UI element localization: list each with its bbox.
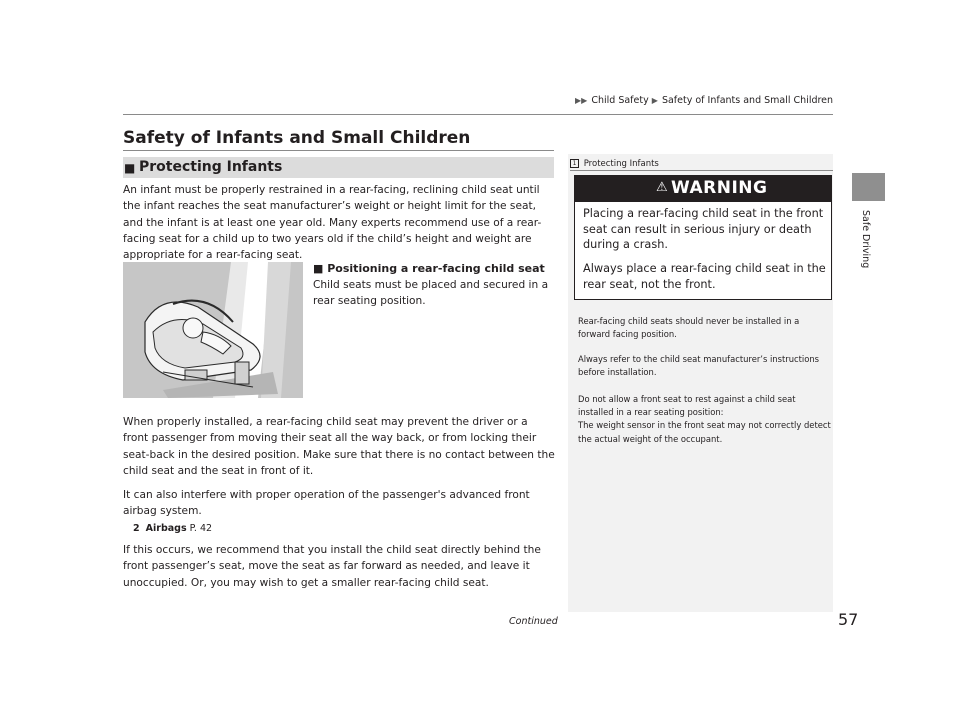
airbags-cross-reference-link[interactable] — [133, 523, 212, 534]
warning-text-front-seat: Placing a rear-facing child seat in the front seat can result in serious injury or death during a crash. — [583, 207, 824, 252]
rear-facing-child-seat-illustration — [123, 262, 303, 398]
continued-label: Continued — [509, 616, 558, 627]
xref-page: P. 42 — [189, 523, 213, 534]
sidebar-note-manufacturer: Always refer to the child seat manufacturer’s instructions before installation. — [578, 354, 820, 378]
paragraph-seat-interference: When properly installed, a rear-facing child seat may prevent the driver or a front passenger from moving their seat all the way back, or from locking their seat-back in the desired position. Make sure that there is no contact between the child seat and the seat in front of it. — [123, 416, 555, 477]
breadcrumb-level-1[interactable]: Child Safety — [591, 95, 649, 106]
sidebar-note-front-seat-line2: The weight sensor in the front seat may not correctly detect the actual weight of the occupant. — [578, 420, 831, 444]
header-divider — [123, 114, 833, 115]
section-header — [123, 157, 554, 178]
sidebar-title-text: Protecting Infants — [583, 159, 659, 169]
section-title: Protecting Infants — [139, 159, 283, 175]
subsection-marker-icon: ■ — [313, 262, 324, 275]
page-title: Safety of Infants and Small Children — [123, 128, 471, 148]
breadcrumb-level-2[interactable]: Safety of Infants and Small Children — [661, 95, 834, 106]
warning-header — [575, 176, 831, 202]
cross-reference-icon: 2 — [133, 523, 140, 534]
warning-text-rear-seat: Always place a rear-facing child seat in the rear seat, not the front. — [583, 262, 826, 291]
breadcrumb — [575, 95, 833, 106]
sidebar-reference-icon: 1 — [570, 159, 579, 168]
breadcrumb-arrow-icon: ▶▶ — [575, 96, 588, 105]
sidebar-note-forward-facing: Rear-facing child seats should never be installed in a forward facing position. — [578, 316, 800, 340]
warning-label: WARNING — [671, 178, 768, 198]
subsection-text: Child seats must be placed and secured in a rear seating position. — [313, 279, 549, 307]
warning-triangle-icon: ⚠ — [656, 180, 668, 195]
paragraph-recommendation: If this occurs, we recommend that you install the child seat directly behind the front passenger’s seat, move the seat as far forward as needed, and leave it unoccupied. Or, you may wish to get a smaller rear-facing child seat. — [123, 544, 541, 589]
xref-label: Airbags — [145, 523, 187, 534]
subsection-title: Positioning a rear-facing child seat — [327, 262, 545, 275]
sidebar-note-front-seat-line1: Do not allow a front seat to rest against a child seat installed in a rear seating position: — [578, 394, 796, 418]
paragraph-rear-facing-requirement: An infant must be properly restrained in a rear-facing, reclining child seat until the infant reaches the seat manufacturer’s weight or height limit for the seat, and the infant is at least one year old. Many experts recommend use of a rear-facing seat for a child up to two years old if the child’s height and weight are appropriate for a rear-facing seat. — [123, 184, 542, 262]
subsection-heading — [313, 262, 545, 275]
chapter-tab-marker — [852, 173, 885, 201]
sidebar-divider — [570, 170, 833, 171]
warning-box — [574, 175, 832, 300]
paragraph-airbag-interference: It can also interfere with proper operation of the passenger's advanced front airbag system. — [123, 489, 530, 518]
section-marker-icon: ■ — [124, 161, 136, 175]
child-seat-drawing — [123, 262, 303, 398]
page-number: 57 — [838, 610, 859, 629]
sidebar-note-front-seat — [578, 393, 833, 446]
breadcrumb-separator-icon: ▶ — [651, 96, 658, 105]
chapter-side-label: Safe Driving — [860, 210, 871, 269]
sidebar-title — [570, 159, 659, 169]
title-divider — [123, 150, 554, 151]
